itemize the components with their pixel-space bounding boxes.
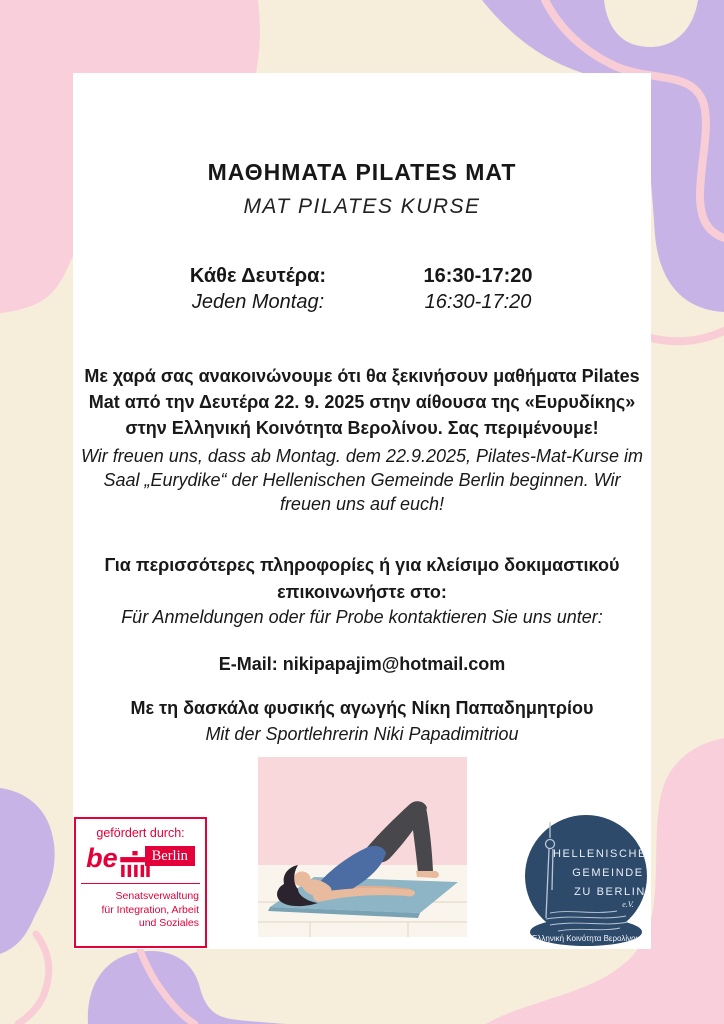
schedule-time-german: 16:30-17:20 [424, 291, 532, 313]
funding-department [80, 890, 199, 931]
contact-info-greek [73, 552, 651, 606]
be-wordmark: be [86, 843, 118, 873]
schedule-row-greek [73, 265, 651, 291]
logo-caption-greek: Ελληνική Κοινότητα Βερολίνου [532, 934, 640, 943]
page-subtitle: MAT PILATES KURSE [243, 195, 481, 218]
page-title: ΜΑΘΗΜΑΤΑ PILATES MAT [207, 159, 517, 185]
hellenic-community-logo [520, 810, 651, 949]
schedule-time-greek: 16:30-17:20 [423, 265, 533, 287]
logo-ev: e.V. [622, 900, 634, 909]
schedule-label-german: Jeden Montag: [191, 291, 325, 313]
announcement-greek: Με χαρά σας ανακοινώνουμε ότι θα ξεκινήσουν μαθήματα Pilates Mat από την Δευτέρα 22. 9. 2025 στην αίθουσα της «Ευρυδίκης» στην Ελληνική Κοινότητα Βερολίνου. Σας περιμένουμε! [84, 366, 640, 438]
blob-bottom-purple [88, 951, 286, 1024]
contact-info-greek-text: Για περισσότερες πληροφορίες ή για κλείσιμο δοκιμαστικού επικοινωνήστε στο: [104, 555, 620, 602]
funding-department-line: und Soziales [138, 917, 199, 929]
line-bottom-left-pink-1 [18, 934, 49, 1024]
be-berlin-logo [76, 845, 205, 877]
logo-name-line1: Hellenische [552, 848, 648, 860]
illustration-wall [258, 757, 467, 865]
content-card [73, 73, 651, 949]
announcement-german: Wir freuen uns, dass ab Montag. dem 22.9.2025, Pilates-Mat-Kurse im Saal „Eurydike“ der Hellenischen Gemeinde Berlin beginnen. Wir freuen uns auf euch! [80, 446, 644, 514]
teacher-line-greek: Με τη δασκάλα φυσικής αγωγής Νίκη Παπαδημητρίου [130, 698, 594, 718]
funding-divider [81, 883, 200, 884]
funding-logo-box [74, 817, 207, 948]
funding-caption: gefördert durch: [96, 826, 185, 840]
berlin-wordmark: Berlin [145, 846, 195, 866]
logo-name-line3: zu Berlin [574, 886, 646, 898]
pilates-illustration [258, 757, 467, 937]
teacher-line-german: Mit der Sportlehrerin Niki Papadimitriou [205, 724, 519, 744]
schedule-block [73, 265, 651, 321]
schedule-row-german [73, 291, 651, 317]
logo-name-line2: Gemeinde [572, 867, 644, 879]
contact-email: E-Mail: nikipapajim@hotmail.com [218, 654, 506, 674]
funding-department-line: für Integration, Arbeit [101, 903, 199, 916]
community-logo-box [520, 810, 651, 949]
funding-department-line: Senatsverwaltung [115, 890, 199, 902]
contact-info-german: Für Anmeldungen oder für Probe kontaktieren Sie uns unter: [121, 607, 603, 627]
blob-left-purple [0, 788, 55, 954]
schedule-label-greek: Κάθε Δευτέρα: [189, 265, 327, 287]
arc-right-pink [651, 331, 724, 341]
